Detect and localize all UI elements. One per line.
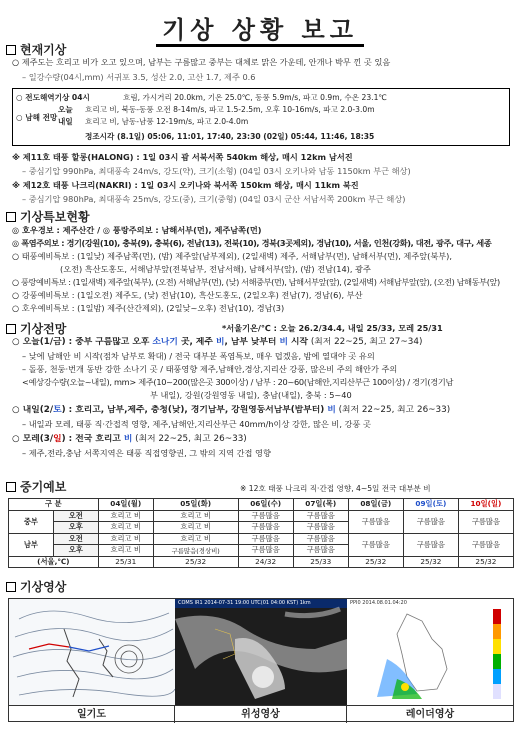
namhae-label: ○ 남해 전망 — [16, 113, 58, 122]
weather-images — [8, 598, 514, 722]
table-cell: 구름많음 — [348, 533, 403, 556]
table-cell: 구름많음 — [293, 510, 348, 522]
checkbox-icon — [6, 212, 16, 222]
seoul-temp-label: (서울,℃) — [9, 556, 99, 568]
table-cell: 흐리고 비 — [98, 522, 153, 534]
table-cell: 25/32 — [403, 556, 458, 568]
table-cell: 25/32 — [153, 556, 238, 568]
table-cell: 25/32 — [348, 556, 403, 568]
tomorrow-label: 내일 — [58, 117, 73, 126]
today-forecast-line-4: 부 내일), 강원(강원영동 내일), 충남(내일), 충북 : 5~40 — [150, 390, 352, 400]
checkbox-icon — [6, 324, 16, 334]
table-cell: 구름많음 — [403, 510, 458, 533]
checkbox-icon — [6, 45, 16, 55]
current-line-1: ○ 제주도는 흐리고 비가 오고 있으며, 남부는 구름많고 중부는 대체로 맑은 가운데, 안개나 박무 낀 곳 있음 — [12, 57, 391, 67]
region-central: 중부 — [9, 510, 54, 533]
today-forecast-line-2: – 돌풍, 천둥·번개 동반 강한 소나기 곳 / 태풍영향 제주,남해안,경상,지리산 강풍, 많은비 주의 해안가 주의 — [22, 364, 398, 374]
pm-label: 오후 — [53, 522, 98, 534]
warning-line-1: ◎ 호우경보 : 제주산간 / ◎ 풍랑주의보 : 남해서부(먼), 제주남쪽(먼) — [12, 225, 262, 235]
satellite-panel — [175, 599, 347, 723]
sea-observation: 흐림, 가시거리 20.0km, 기온 25.0℃, 동풍 5.9m/s, 파고 0.9m, 수온 23.1℃ — [123, 93, 387, 102]
table-cell: 구름많음 — [458, 533, 513, 556]
warning-line-5: ○ 풍랑예비특보 : (1일새벽) 제주앞(북부), (오전) 서해남부(먼), (낮) 서해중부(먼), 남해서부앞(앞), (2일새벽) 서해남부앞(앞), (오전) 남해동부(앞) — [12, 277, 500, 287]
table-cell: 24/32 — [238, 556, 293, 568]
midterm-note: ※ 12호 태풍 나크리 직·간접 영향, 4~5일 전국 대부분 비 — [240, 484, 431, 493]
seoul-temps: *서울기온/℃ : 오늘 26.2/34.4, 내일 25/33, 모레 25/31 — [222, 323, 443, 333]
table-header: 04일(월) — [98, 499, 153, 511]
warning-line-7: ○ 호우예비특보 : (1일밤) 제주(산간제외), (2일낮~오후) 전남(10), 경남(3) — [12, 303, 285, 313]
dayafter-forecast-line: – 제주,전라,충남 서쪽지역은 태풍 직접영향권, 그 밖의 지역 간접 영향 — [22, 448, 271, 458]
typhoon-12-head: ※ 제12호 태풍 나크리(NAKRI) : 1일 03시 오키나와 북서쪽 150km 해상, 매시 11km 북진 — [12, 180, 359, 190]
today-marine: 흐리고 비, 북동-동풍 오전 8-14m/s, 파고 1.5-2.5m, 오후 10-16m/s, 파고 2.0-3.0m — [85, 105, 375, 114]
tomorrow-forecast-line: – 내일과 모레, 태풍 직·간접적 영향, 제주,남해안,지리산부근 40mm/h이상 강한, 많은 비, 강풍 곳 — [22, 419, 371, 429]
table-cell: 흐리고 비 — [153, 510, 238, 522]
marine-observation-box — [12, 88, 510, 146]
checkbox-icon — [6, 582, 16, 592]
section-current-weather: 현재기상 — [6, 41, 66, 58]
typhoon-12-detail: – 중심기압 980hPa, 최대풍속 25m/s, 강도(중), 크기(중형) (04일 03시 군산 서남서쪽 200km 부근 해상) — [22, 194, 406, 204]
checkbox-icon — [6, 482, 16, 492]
table-cell: 구름많음 — [293, 545, 348, 557]
table-header: 10일(일) — [458, 499, 513, 511]
table-cell: 구름많음 — [293, 533, 348, 545]
table-header: 08일(금) — [348, 499, 403, 511]
typhoon-11-detail: – 중심기압 990hPa, 최대풍속 24m/s, 강도(약), 크기(소형) (04일 03시 오키나와 남동 1150km 부근 해상) — [22, 166, 411, 176]
warning-line-3: ○ 태풍예비특보 : (1일낮) 제주남쪽(먼), (밤) 제주앞(남부제외), (2일새벽) 제주, 서해남부(먼), 남해서부(먼), 제주앞(북부), — [12, 251, 452, 261]
tomorrow-forecast-head: ○ 내일(2/토) : 흐리고, 남부,제주, 충청(낮), 경기남부, 강원영동서남부(밤부터) 비 (최저 22~25, 최고 26~33) — [12, 405, 451, 415]
weather-chart-panel — [9, 599, 175, 723]
table-cell: 흐리고 비 — [98, 533, 153, 545]
caption-satellite: 위성영상 — [175, 705, 346, 723]
table-cell: 25/33 — [293, 556, 348, 568]
table-cell: 흐리고 비 — [153, 522, 238, 534]
midterm-forecast-table — [8, 498, 514, 568]
table-cell: 흐리고 비 — [98, 510, 153, 522]
satellite-image — [175, 599, 347, 705]
warning-line-2: ◎ 폭염주의보 : 경기(강원(10), 충북(9), 충북(6), 전남(13), 전북(10), 경북(3곳제외), 경남(10), 서울, 인천(강화), 대전, 광주, 대구, 세종 — [12, 238, 492, 248]
am-label: 오전 — [53, 533, 98, 545]
satellite-banner: COMS IR1 2014-07-31 19:00 UTC(01 04:00 KST) 1km — [178, 600, 311, 606]
table-cell: 구름많음 — [238, 522, 293, 534]
table-cell: 구름많음(경상비) — [153, 545, 238, 557]
today-forecast-head: ○ 오늘(1/금) : 중부 구름많고 오후 소나기 곳, 제주 비, 남부 낮부터 비 시작 (최저 22~25, 최고 27~34) — [12, 337, 423, 347]
table-cell: 구름많음 — [458, 510, 513, 533]
warning-line-6: ○ 강풍예비특보 : (1일오전) 제주도, (낮) 전남(10), 흑산도홍도, (2일오후) 전남(7), 경남(6), 부산 — [12, 290, 363, 300]
radar-banner: PPI0 2014.08.01.04:20 — [350, 600, 407, 606]
tomorrow-marine: 흐리고 비, 남동-남풍 12-19m/s, 파고 2.0-4.0m — [85, 117, 249, 126]
today-forecast-line-3: <예상강수량(오늘~내일), mm> 제주(10~200(많은곳 300이상) / 남부 : 20~60(남해안,지리산부근 100이상) / 경기(경기남 — [22, 377, 454, 387]
region-south: 남부 — [9, 533, 54, 556]
radar-image — [347, 599, 513, 705]
table-cell: 구름많음 — [238, 510, 293, 522]
table-cell: 구름많음 — [403, 533, 458, 556]
table-cell: 구름많음 — [348, 510, 403, 533]
typhoon-11-head: ※ 제11호 태풍 할롱(HALONG) : 1일 03시 괌 서북서쪽 540km 해상, 매시 12km 남서진 — [12, 152, 353, 162]
table-header: 06일(수) — [238, 499, 293, 511]
am-label: 오전 — [53, 510, 98, 522]
table-header: 09일(토) — [403, 499, 458, 511]
radar-panel — [347, 599, 513, 723]
sea-label: ○ 전도해역기상 04시 — [16, 93, 90, 102]
table-cell: 구름많음 — [293, 522, 348, 534]
section-forecast: 기상전망 — [6, 320, 66, 337]
section-warnings: 기상특보현황 — [6, 208, 90, 225]
table-header: 07일(목) — [293, 499, 348, 511]
table-cell: 구름많음 — [238, 545, 293, 557]
table-cell: 흐리고 비 — [98, 545, 153, 557]
table-header: 구 분 — [9, 499, 99, 511]
pm-label: 오후 — [53, 545, 98, 557]
section-midterm: 중기예보 — [6, 478, 66, 495]
today-label: 오늘 — [58, 105, 73, 114]
table-cell: 25/31 — [98, 556, 153, 568]
weather-chart-image — [9, 599, 175, 705]
caption-weather-chart: 일기도 — [9, 705, 174, 723]
today-forecast-line-1: – 낮에 남해안 비 시작(점차 남부로 확대) / 전국 대부분 폭염특보, 매우 덥겠음, 밤에 열대야 곳 유의 — [22, 351, 375, 361]
caption-radar: 레이더영상 — [347, 705, 513, 723]
page-title: 기상 상황 보고 — [0, 10, 520, 45]
warning-line-4: (오전) 흑산도홍도, 서해남부앞(전북남부, 전남서해), 남해서부(앞), (밤) 전남(14), 광주 — [60, 264, 371, 274]
dayafter-forecast-head: ○ 모레(3/일) : 전국 흐리고 비 (최저 22~25, 최고 26~33) — [12, 434, 247, 444]
table-cell: 구름많음 — [238, 533, 293, 545]
tide-times: 정조시각 (8.1일) 05:06, 11:01, 17:40, 23:30 (02일) 05:44, 11:46, 18:35 — [85, 132, 375, 141]
table-header: 05일(화) — [153, 499, 238, 511]
table-cell: 흐리고 비 — [153, 533, 238, 545]
table-cell: 25/32 — [458, 556, 513, 568]
current-rainfall: – 일강수량(04시,mm) 서귀포 3.5, 성산 2.0, 고산 1.7, 제주 0.6 — [22, 72, 256, 82]
section-images: 기상영상 — [6, 578, 66, 595]
